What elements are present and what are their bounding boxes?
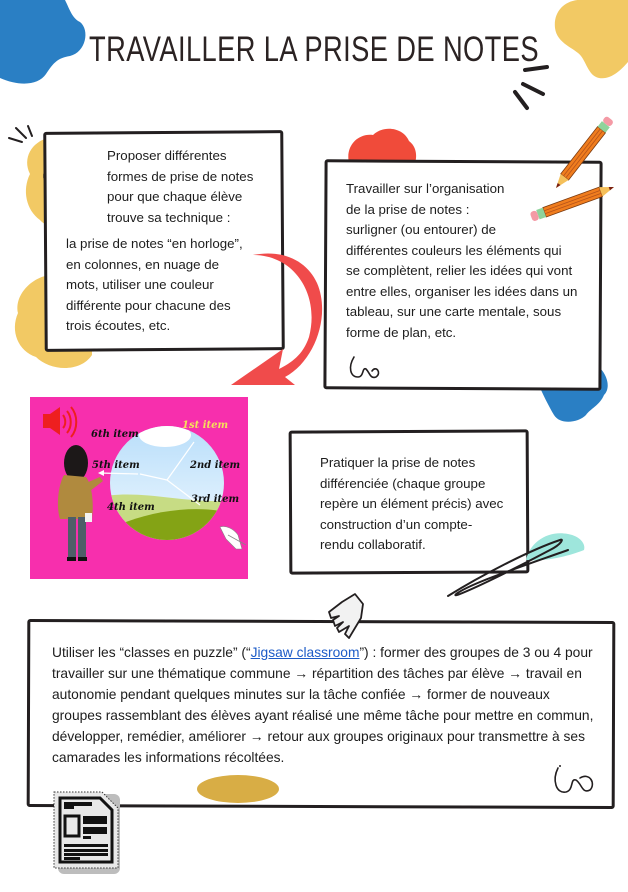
card3-line: repère un élément précis) avec xyxy=(320,496,504,511)
card1-intro-line: formes de prise de notes xyxy=(107,168,254,184)
yellow-blob-top-right-icon xyxy=(555,0,628,80)
card2-line: différentes couleurs les éléments qui xyxy=(346,242,562,258)
clock-item-5: 5th item xyxy=(92,460,140,471)
curl-doodle-icon xyxy=(348,355,388,385)
card2-line: se complètent, relier les idées qui vont xyxy=(346,263,573,278)
card4-line: camarades les informations récoltées. xyxy=(52,750,285,765)
clock-item-1: 1st item xyxy=(182,420,229,431)
card4-suffix: ”) : former des groupes de 3 ou 4 pour xyxy=(359,645,593,660)
card1-intro-line: Proposer différentes xyxy=(107,148,227,163)
card4-text xyxy=(52,642,612,768)
card4-line: travailler sur une thématique commune → répartition des tâches par élève → travail en xyxy=(52,666,582,681)
card2-line: Travailler sur l’organisation xyxy=(346,181,505,196)
clock-notes-illustration xyxy=(30,397,248,579)
card4-prefix: Utiliser les “classes en puzzle” (“ xyxy=(52,645,251,660)
card1-body-line: mots, utiliser une couleur xyxy=(66,277,214,292)
card1-body-line: trois écoutes, etc. xyxy=(66,318,171,333)
card1-body-line: la prise de notes “en horloge”, xyxy=(66,236,243,251)
curl-doodle-icon xyxy=(550,764,598,800)
clock-item-2: 2nd item xyxy=(190,460,241,471)
page-title: TRAVAILLER LA PRISE DE NOTES xyxy=(89,30,539,69)
pointing-hand-icon xyxy=(325,592,370,642)
document-icon xyxy=(52,788,124,878)
clock-item-3: 3rd item xyxy=(191,494,240,505)
card3-line: rendu collaboratif. xyxy=(320,537,426,552)
card4-first-line xyxy=(52,642,612,663)
card4-line: développer, remédier, améliorer → retour aux groupes originaux pour transmettre à ses xyxy=(52,729,585,744)
card2-line: de la prise de notes : xyxy=(346,201,470,217)
mustard-oval-icon xyxy=(196,775,280,805)
card1-intro-line: trouve sa technique : xyxy=(107,209,231,225)
red-curved-arrow-icon xyxy=(225,245,320,395)
card2-line: surligner (ou entourer) de xyxy=(346,222,497,237)
card2-line: tableau, sur une carte mentale, sous xyxy=(346,304,562,319)
card1-body-line: différente pour chacune des xyxy=(66,297,231,313)
card3-line: construction d’un compte- xyxy=(320,516,473,532)
card4-line: groupes rassemblant des élèves ayant réalisé une même tâche pour mettre en commun, xyxy=(52,708,594,723)
jigsaw-classroom-link[interactable]: Jigsaw classroom xyxy=(250,645,360,660)
card1-intro-line: pour que chaque élève xyxy=(107,189,243,204)
speaker-icon xyxy=(43,407,76,437)
writing-hand-icon xyxy=(220,526,246,549)
card3-line: Pratiquer la prise de notes xyxy=(320,455,476,470)
scribble-cross-icon xyxy=(440,530,570,600)
clock-item-6: 6th item xyxy=(91,429,139,440)
pencil-icon xyxy=(522,180,622,225)
card2-line: forme de plan, etc. xyxy=(346,324,457,340)
card1-body-line: en colonnes, en nuage de xyxy=(66,256,220,272)
card2-line: entre elles, organiser les idées dans un xyxy=(346,283,578,299)
card1-intro xyxy=(107,146,277,228)
card3-line: différenciée (chaque groupe xyxy=(320,475,486,491)
clock-item-4: 4th item xyxy=(107,502,155,513)
card4-line: autonomie pendant quelques minutes sur la tâche confiée → former de nouveaux xyxy=(52,687,550,702)
